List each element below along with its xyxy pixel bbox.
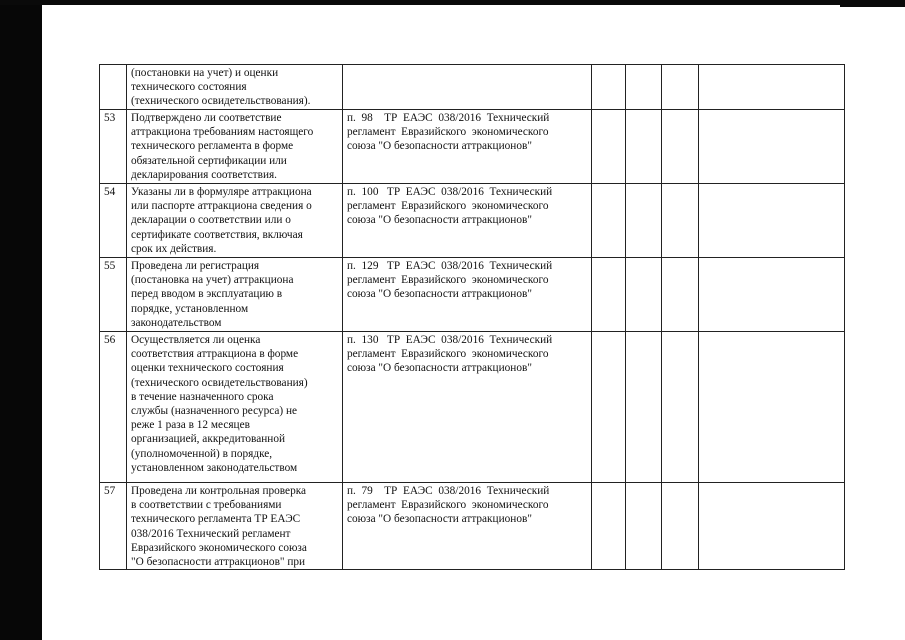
remarks-cell [699, 258, 845, 332]
reference-line: регламент Евразийского экономического [347, 200, 549, 213]
table-row [100, 332, 845, 483]
question-line: в течение назначенного срока [131, 390, 274, 403]
answer-no-cell [626, 258, 662, 332]
question-line: организацией, аккредитованной [131, 433, 286, 446]
answer-na-cell [662, 65, 699, 110]
reference-line: регламент Евразийского экономического [347, 348, 549, 361]
question-line: Евразийского экономического союза [131, 541, 307, 554]
question-line: Осуществляется ли оценка [131, 334, 261, 346]
remarks-cell [699, 483, 845, 570]
answer-na-cell [662, 483, 699, 570]
row-number: 56 [100, 332, 127, 483]
reference-line: п. 79 ТР ЕАЭС 038/2016 Технический [347, 485, 550, 497]
question-line: обязательной сертификации или [131, 154, 287, 167]
question-cell [127, 483, 343, 570]
checklist-table [99, 64, 845, 570]
question-line: декларирования соответствия. [131, 168, 278, 181]
table-row [100, 184, 845, 258]
question-cell [127, 110, 343, 184]
reference-line: союза "О безопасности аттракционов" [347, 513, 532, 526]
question-line: технического регламента в форме [131, 140, 294, 153]
question-line: "О безопасности аттракционов" при [131, 556, 306, 569]
question-line: Указаны ли в формуляре аттракциона [131, 186, 312, 198]
row-number: 57 [100, 483, 127, 570]
remarks-cell [699, 110, 845, 184]
table-row [100, 483, 845, 570]
reference-line: союза "О безопасности аттракционов" [347, 214, 532, 227]
question-line: срок их действия. [131, 242, 217, 255]
answer-yes-cell [592, 258, 626, 332]
question-line: сертификате соответствия, включая [131, 228, 303, 241]
question-line: аттракциона требованиям настоящего [131, 126, 314, 139]
question-line: 038/2016 Технический регламент [131, 527, 291, 540]
question-line: соответствия аттракциона в форме [131, 348, 299, 361]
remarks-cell [699, 184, 845, 258]
table-row [100, 258, 845, 332]
row-number: 55 [100, 258, 127, 332]
question-line: (постановка на учет) аттракциона [131, 274, 294, 287]
reference-line: регламент Евразийского экономического [347, 126, 549, 139]
row-number: 53 [100, 110, 127, 184]
remarks-cell [699, 332, 845, 483]
question-cell [127, 184, 343, 258]
reference-line: союза "О безопасности аттракционов" [347, 140, 532, 153]
answer-no-cell [626, 184, 662, 258]
row-number: 54 [100, 184, 127, 258]
question-cell [127, 65, 343, 110]
reference-line: п. 98 ТР ЕАЭС 038/2016 Технический [347, 112, 550, 124]
question-line: установленном законодательством [131, 461, 298, 474]
question-line: в соответствии с требованиями [131, 499, 282, 512]
question-line: или паспорте аттракциона сведения о [131, 200, 312, 213]
answer-yes-cell [592, 332, 626, 483]
question-cell [127, 258, 343, 332]
answer-no-cell [626, 483, 662, 570]
answer-na-cell [662, 184, 699, 258]
question-line: технического состояния [131, 81, 247, 94]
question-line: Подтверждено ли соответствие [131, 112, 282, 124]
row-number [100, 65, 127, 110]
answer-yes-cell [592, 483, 626, 570]
question-line: (технического освидетельствования). [131, 95, 311, 108]
reference-line: п. 130 ТР ЕАЭС 038/2016 Технический [347, 334, 553, 346]
reference-cell [343, 110, 592, 184]
table-body [100, 65, 845, 570]
answer-na-cell [662, 258, 699, 332]
question-line: порядке, установленном [131, 302, 249, 315]
answer-yes-cell [592, 110, 626, 184]
answer-yes-cell [592, 184, 626, 258]
scan-top-right-mark [840, 5, 905, 7]
table-row [100, 65, 845, 110]
answer-yes-cell [592, 65, 626, 110]
answer-na-cell [662, 110, 699, 184]
scan-top-border [0, 0, 905, 5]
reference-line: союза "О безопасности аттракционов" [347, 362, 532, 375]
question-line: оценки технического состояния [131, 362, 284, 375]
reference-cell [343, 184, 592, 258]
answer-no-cell [626, 332, 662, 483]
reference-line: п. 129 ТР ЕАЭС 038/2016 Технический [347, 260, 553, 272]
reference-line: п. 100 ТР ЕАЭС 038/2016 Технический [347, 186, 553, 198]
reference-line: регламент Евразийского экономического [347, 274, 549, 287]
table-row [100, 110, 845, 184]
reference-cell [343, 483, 592, 570]
question-line: Проведена ли контрольная проверка [131, 485, 307, 497]
scan-left-border [0, 0, 42, 640]
reference-line: регламент Евразийского экономического [347, 499, 549, 512]
question-line: технического регламента ТР ЕАЭС [131, 513, 301, 526]
question-line: службы (назначенного ресурса) не [131, 405, 298, 418]
reference-cell [343, 332, 592, 483]
question-line: (уполномоченной) в порядке, [131, 447, 273, 460]
question-cell [127, 332, 343, 483]
question-line: перед вводом в эксплуатацию в [131, 288, 283, 301]
question-line: Проведена ли регистрация [131, 260, 260, 272]
reference-cell [343, 258, 592, 332]
question-line: (технического освидетельствования) [131, 376, 308, 389]
question-line: законодательством [131, 316, 222, 329]
answer-na-cell [662, 332, 699, 483]
question-line: декларации о соответствии или о [131, 214, 291, 227]
answer-no-cell [626, 110, 662, 184]
answer-no-cell [626, 65, 662, 110]
question-line: (постановки на учет) и оценки [131, 67, 279, 79]
reference-cell [343, 65, 592, 110]
question-line: реже 1 раза в 12 месяцев [131, 419, 250, 432]
reference-line: союза "О безопасности аттракционов" [347, 288, 532, 301]
remarks-cell [699, 65, 845, 110]
